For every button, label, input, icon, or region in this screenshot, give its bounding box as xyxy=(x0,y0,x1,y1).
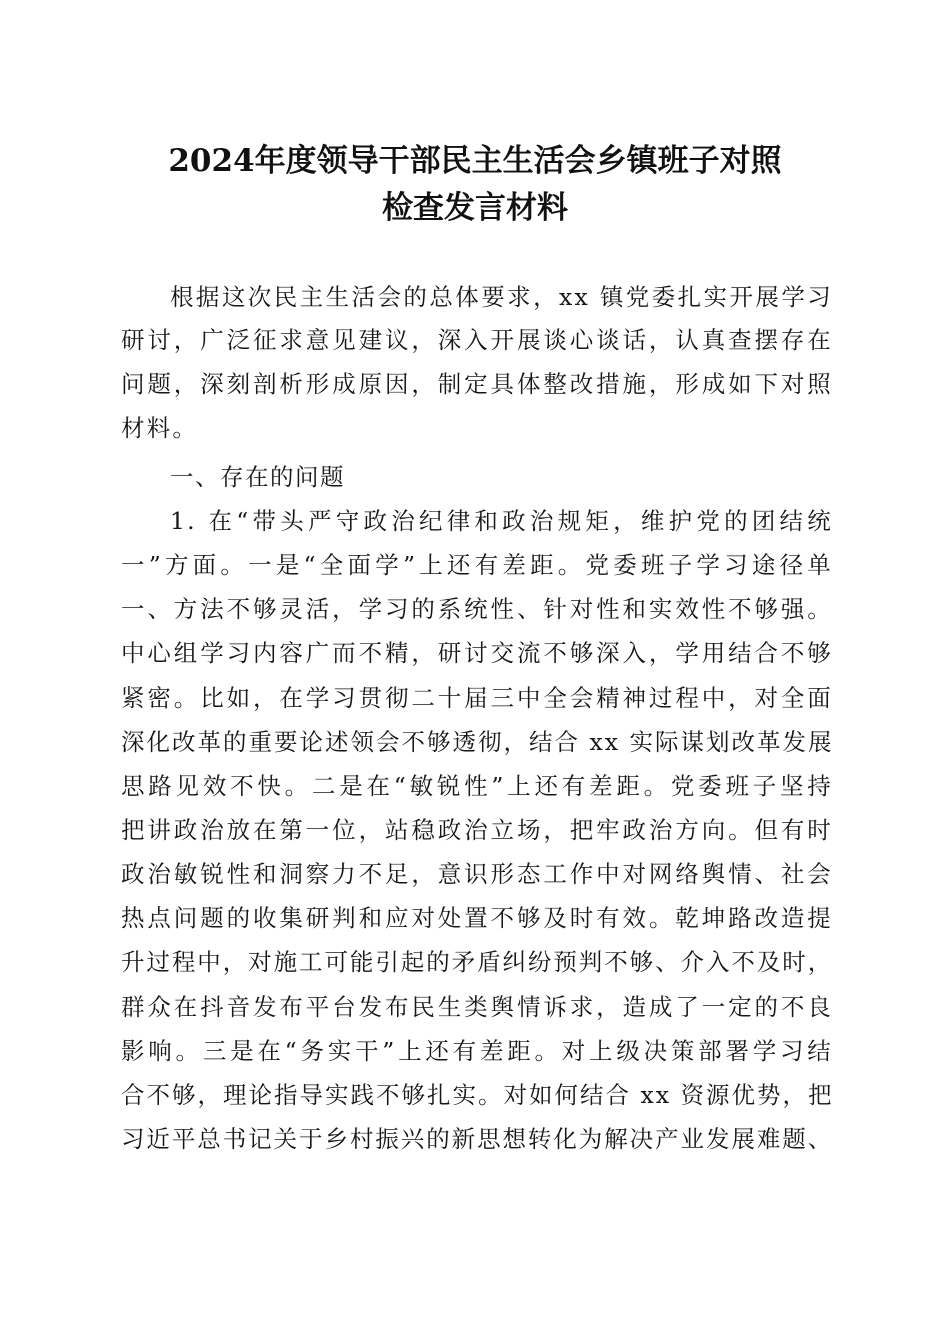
document-title-line-2: 检查发言材料 xyxy=(382,190,568,226)
paragraph-line: 一、方法不够灵活，学习的系统性、针对性和实效性不够强。 xyxy=(121,595,833,623)
paragraph-line: 研讨，广泛征求意见建议，深入开展谈心谈话，认真查摆存在 xyxy=(121,326,833,354)
paragraph-line: 影响。三是在“务实干”上还有差距。对上级决策部署学习结 xyxy=(121,1037,833,1065)
paragraph-line: 思路见效不快。二是在“敏锐性”上还有差距。党委班子坚持 xyxy=(121,772,833,800)
paragraph-line: 升过程中，对施工可能引起的矛盾纠纷预判不够、介入不及时， xyxy=(121,948,833,976)
paragraph-line: 1. 在“带头严守政治纪律和政治规矩，维护党的团结统 xyxy=(170,507,833,535)
paragraph-line: 材料。 xyxy=(121,414,199,442)
paragraph-line: 紧密。比如，在学习贯彻二十届三中全会精神过程中，对全面 xyxy=(121,684,833,712)
paragraph-line: 习近平总书记关于乡村振兴的新思想转化为解决产业发展难题、 xyxy=(121,1125,833,1153)
paragraph-line: 合不够，理论指导实践不够扎实。对如何结合 xx 资源优势，把 xyxy=(121,1081,834,1109)
paragraph-line: 政治敏锐性和洞察力不足，意识形态工作中对网络舆情、社会 xyxy=(121,860,833,888)
document-title-line-1: 2024年度领导干部民主生活会乡镇班子对照 xyxy=(168,143,782,179)
paragraph-line: 根据这次民主生活会的总体要求，xx 镇党委扎实开展学习 xyxy=(170,283,833,311)
section-heading: 一、存在的问题 xyxy=(170,463,345,491)
paragraph-line: 群众在抖音发布平台发布民生类舆情诉求，造成了一定的不良 xyxy=(121,993,833,1021)
paragraph-line: 一”方面。一是“全面学”上还有差距。党委班子学习途径单 xyxy=(121,551,833,579)
paragraph-line: 中心组学习内容广而不精，研讨交流不够深入，学用结合不够 xyxy=(121,639,833,667)
paragraph-line: 热点问题的收集研判和应对处置不够及时有效。乾坤路改造提 xyxy=(121,904,833,932)
paragraph-line: 问题，深刻剖析形成原因，制定具体整改措施，形成如下对照 xyxy=(121,370,833,398)
paragraph-line: 把讲政治放在第一位，站稳政治立场，把牢政治方向。但有时 xyxy=(121,816,833,844)
paragraph-line: 深化改革的重要论述领会不够透彻，结合 xx 实际谋划改革发展 xyxy=(121,728,834,756)
